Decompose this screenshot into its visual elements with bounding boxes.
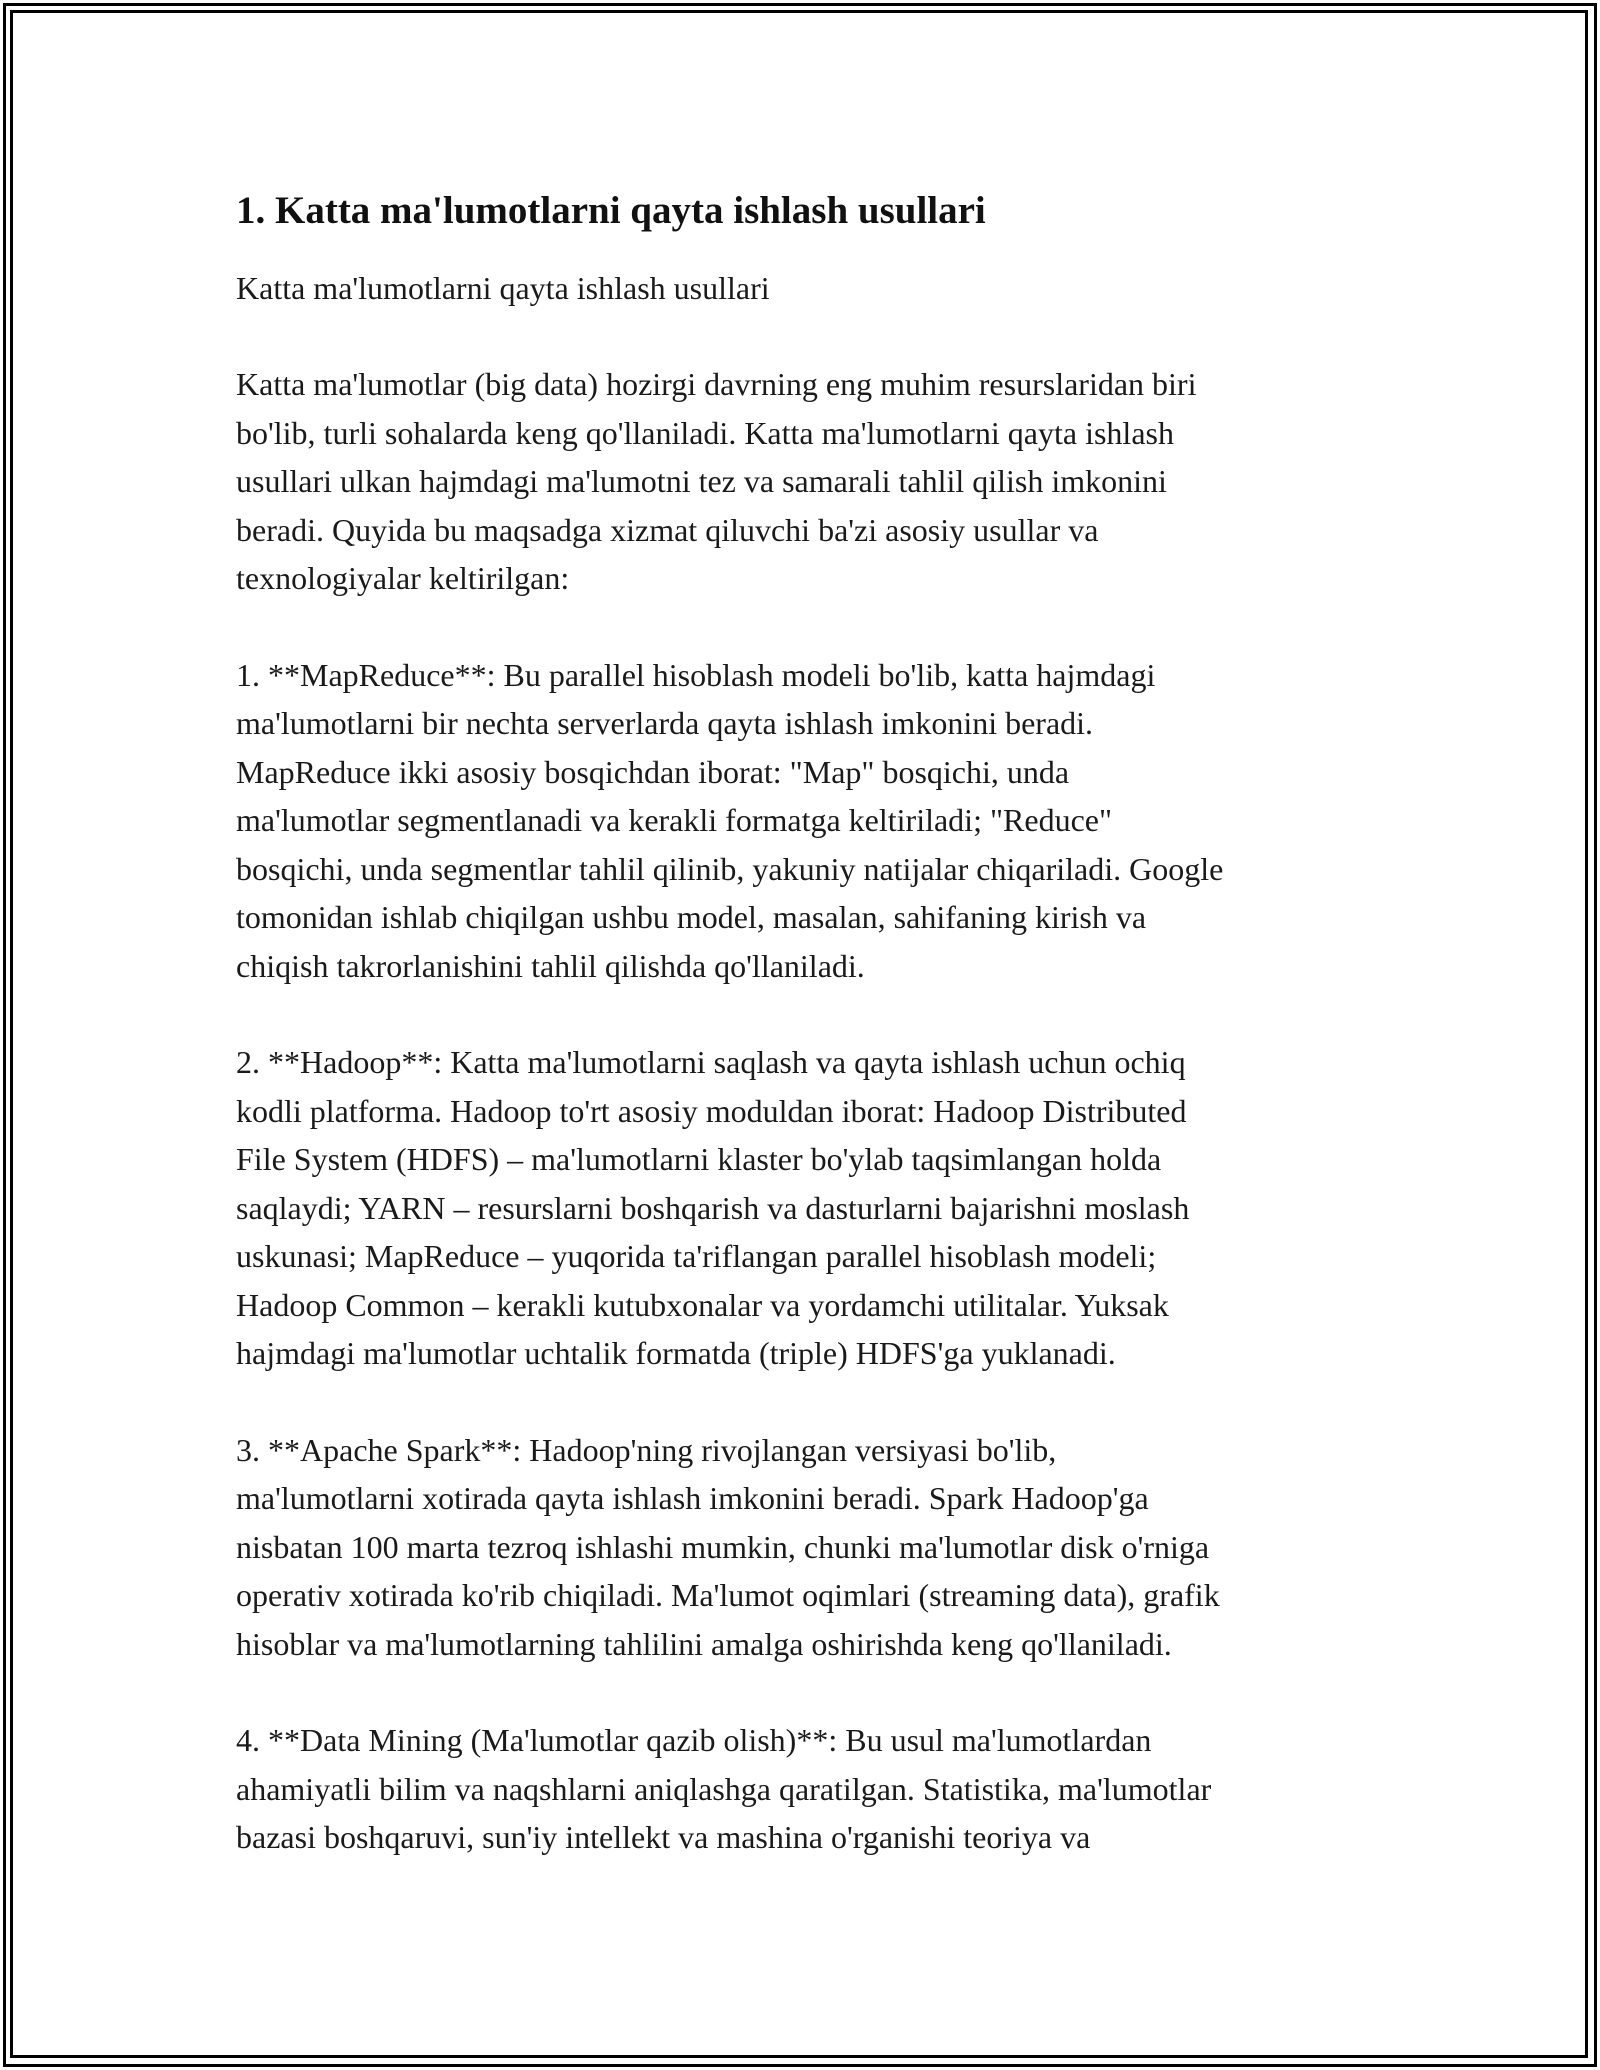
paragraph-line: Hadoop Common – kerakli kutubxonalar va yordamchi utilitalar. Yuksak: [236, 1286, 1169, 1323]
paragraph-line: Katta ma'lumotlar (big data) hozirgi davrning eng muhim resurslaridan biri: [236, 366, 1197, 402]
intro-paragraph: [236, 360, 1386, 603]
paragraph-line: beradi. Quyida bu maqsadga xizmat qiluvchi ba'zi asosiy usullar va: [236, 511, 1099, 548]
paragraph-line: ahamiyatli bilim va naqshlarni aniqlashga qaratilgan. Statistika, ma'lumotlar: [236, 1770, 1212, 1807]
paragraph-line: bazasi boshqaruvi, sun'iy intellekt va mashina o'rganishi teoriya va: [236, 1819, 1091, 1855]
paragraph-line: 2. **Hadoop**: Katta ma'lumotlarni saqlash va qayta ishlash uchun ochiq: [236, 1044, 1186, 1080]
paragraph-line: tomonidan ishlab chiqilgan ushbu model, masalan, sahifaning kirish va: [236, 899, 1147, 935]
paragraph-line: nisbatan 100 marta tezroq ishlashi mumkin, chunki ma'lumotlar disk o'rniga: [236, 1528, 1210, 1565]
paragraph-line: usullari ulkan hajmdagi ma'lumotni tez va samarali tahlil qilish imkonini: [236, 463, 1167, 499]
paragraph-line: 1. **MapReduce**: Bu parallel hisoblash modeli bo'lib, katta hajmdagi: [236, 656, 1156, 693]
paragraph-line: 3. **Apache Spark**: Hadoop'ning rivojlangan versiyasi bo'lib,: [236, 1431, 1057, 1468]
document-heading: 1. Katta ma'lumotlarni qayta ishlash usullari: [236, 189, 986, 232]
data-mining-paragraph: [236, 1716, 1386, 1862]
paragraph-line: kodli platforma. Hadoop to'rt asosiy moduldan iborat: Hadoop Distributed: [236, 1092, 1187, 1129]
paragraph-line: File System (HDFS) – ma'lumotlarni klaster bo'ylab taqsimlangan holda: [236, 1141, 1162, 1177]
spark-paragraph: [236, 1426, 1386, 1669]
paragraph-line: chiqish takrorlanishini tahlil qilishda qo'llaniladi.: [236, 947, 865, 984]
paragraph-line: ma'lumotlarni bir nechta serverlarda qayta ishlash imkonini beradi.: [236, 705, 1094, 741]
document-subtitle: Katta ma'lumotlarni qayta ishlash usullari: [236, 270, 770, 306]
paragraph-line: ma'lumotlar segmentlanadi va kerakli formatga keltiriladi; "Reduce": [236, 802, 1113, 838]
paragraph-line: MapReduce ikki asosiy bosqichdan iborat: "Map" bosqichi, unda: [236, 753, 1070, 790]
paragraph-line: ma'lumotlarni xotirada qayta ishlash imkonini beradi. Spark Hadoop'ga: [236, 1480, 1149, 1516]
mapreduce-paragraph: [236, 651, 1386, 991]
paragraph-line: bo'lib, turli sohalarda keng qo'llaniladi. Katta ma'lumotlarni qayta ishlash: [236, 414, 1174, 451]
paragraph-line: hajmdagi ma'lumotlar uchtalik formatda (triple) HDFS'ga yuklanadi.: [236, 1335, 1116, 1371]
paragraph-line: hisoblar va ma'lumotlarning tahlilini amalga oshirishda keng qo'llaniladi.: [236, 1625, 1172, 1662]
paragraph-line: operativ xotirada ko'rib chiqiladi. Ma'lumot oqimlari (streaming data), grafik: [236, 1577, 1220, 1613]
paragraph-line: 4. **Data Mining (Ma'lumotlar qazib olish)**: Bu usul ma'lumotlardan: [236, 1722, 1152, 1758]
paragraph-line: saqlaydi; YARN – resurslarni boshqarish va dasturlarni bajarishni moslash: [236, 1189, 1190, 1226]
paragraph-line: texnologiyalar keltirilgan:: [236, 560, 570, 596]
paragraph-line: bosqichi, unda segmentlar tahlil qilinib, yakuniy natijalar chiqariladi. Google: [236, 850, 1224, 887]
paragraph-line: uskunasi; MapReduce – yuqorida ta'riflangan parallel hisoblash modeli;: [236, 1238, 1157, 1274]
document-body: [236, 186, 1386, 1910]
hadoop-paragraph: [236, 1038, 1386, 1378]
